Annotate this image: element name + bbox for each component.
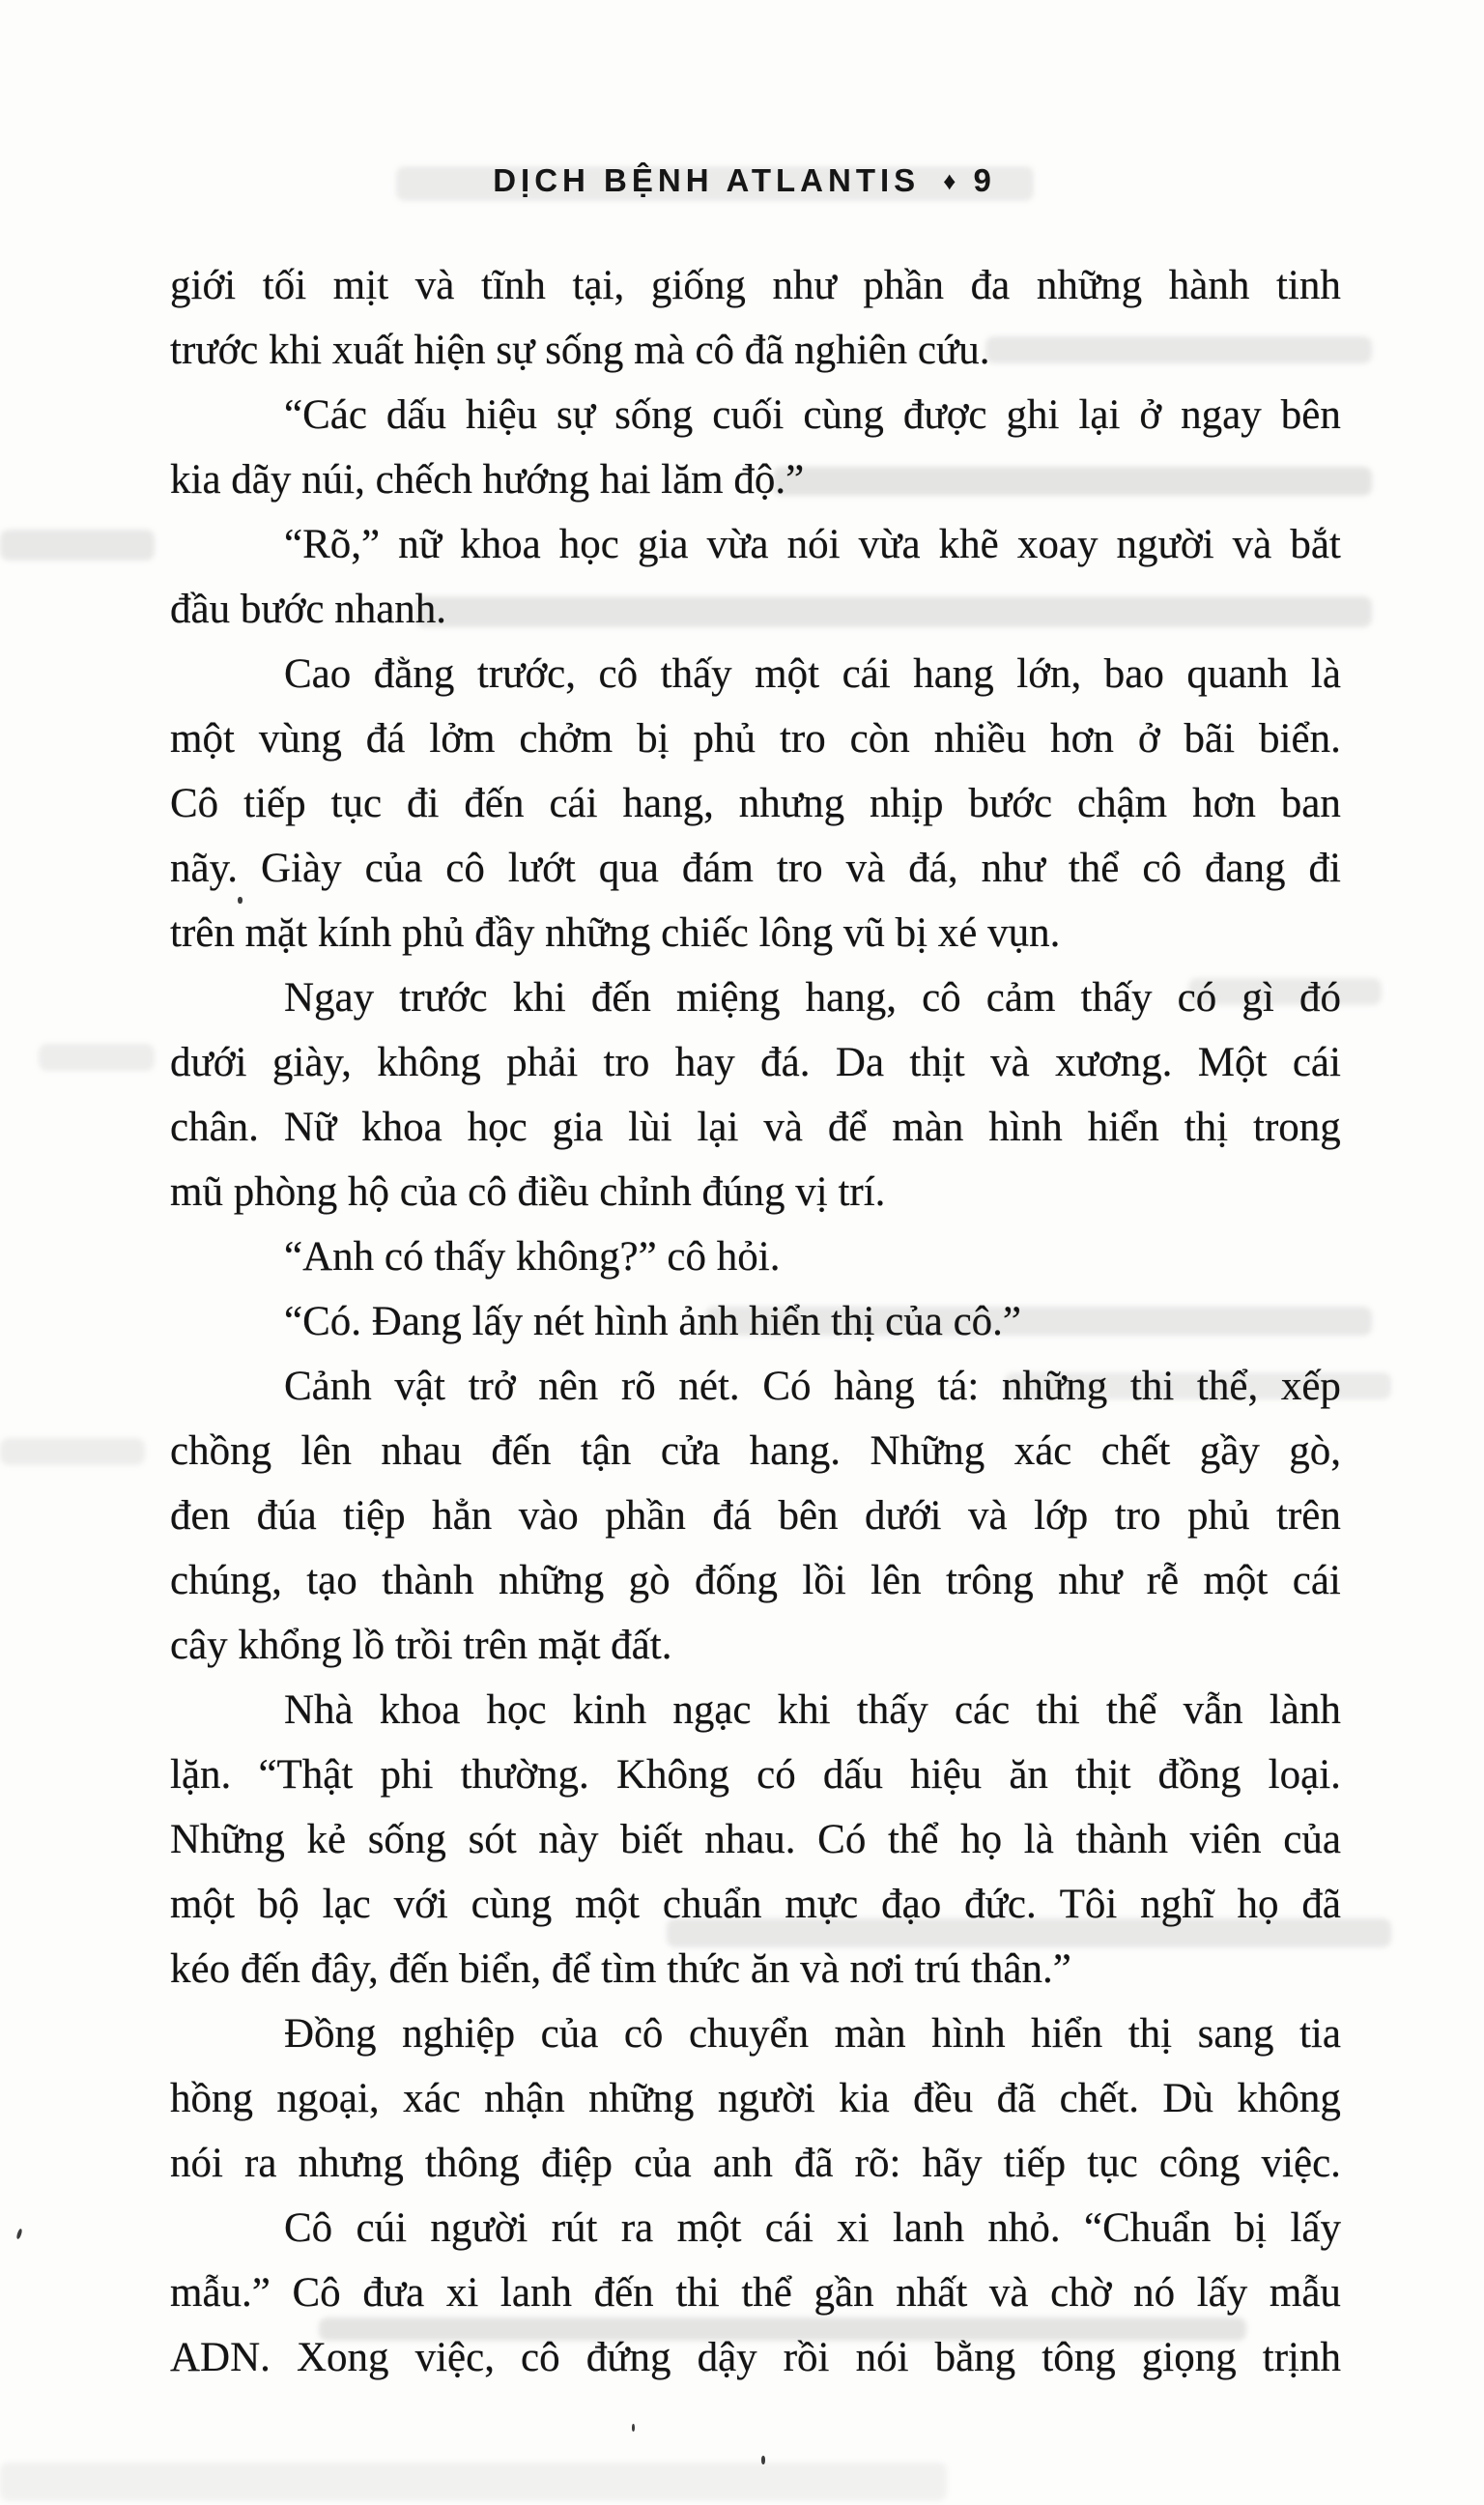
scan-speck (632, 2424, 635, 2432)
page-text-block (170, 253, 1341, 2390)
text-line: hồng ngoại, xác nhận những người kia đều đã chết. Dù không (170, 2076, 1341, 2121)
text-line: dưới giày, không phải tro hay đá. Da thịt và xương. Một cái (170, 1040, 1341, 1085)
text-line: chúng, tạo thành những gò đống lồi lên trông như rễ một cái (170, 1558, 1341, 1603)
text-line: “Có. Đang lấy nét hình ảnh hiển thị của cô.” (284, 1299, 1022, 1344)
text-line: kia dãy núi, chếch hướng hai lăm độ.” (170, 457, 805, 503)
diamond-separator-icon: ♦ (943, 166, 956, 195)
text-line: nói ra nhưng thông điệp của anh đã rõ: hãy tiếp tục công việc. (170, 2141, 1341, 2186)
running-header (0, 162, 1484, 199)
bleedthrough-smudge (0, 1438, 145, 1465)
bleedthrough-smudge (0, 530, 155, 561)
text-line: Cô tiếp tục đi đến cái hang, nhưng nhịp bước chậm hơn ban (170, 781, 1341, 826)
text-line: mẫu.” Cô đưa xi lanh đến thi thể gần nhất và chờ nó lấy mẫu (170, 2270, 1341, 2316)
text-line: ADN. Xong việc, cô đứng dậy rồi nói bằng tông giọng trịnh (170, 2335, 1341, 2380)
text-line: kéo đến đây, đến biển, để tìm thức ăn và nơi trú thân.” (170, 1946, 1071, 1992)
text-line: đen đúa tiệp hẳn vào phần đá bên dưới và lớp tro phủ trên (170, 1493, 1341, 1539)
text-line: “Các dấu hiệu sự sống cuối cùng được ghi lại ở ngay bên (284, 392, 1341, 438)
page-number: 9 (973, 162, 991, 198)
text-line: trên mặt kính phủ đầy những chiếc lông vũ bị xé vụn. (170, 910, 1061, 956)
text-line: Những kẻ sống sót này biết nhau. Có thể họ là thành viên của (170, 1817, 1341, 1862)
text-line: một bộ lạc với cùng một chuẩn mực đạo đức. Tôi nghĩ họ đã (170, 1882, 1341, 1927)
text-line: mũ phòng hộ của cô điều chỉnh đúng vị trí. (170, 1169, 886, 1215)
text-line: Cô cúi người rút ra một cái xi lanh nhỏ. “Chuẩn bị lấy (284, 2205, 1341, 2251)
bleedthrough-smudge (39, 1044, 155, 1071)
text-line: một vùng đá lởm chởm bị phủ tro còn nhiều hơn ở bãi biển. (170, 716, 1341, 762)
text-line: chân. Nữ khoa học gia lùi lại và để màn hình hiển thị trong (170, 1105, 1341, 1150)
book-title: DỊCH BỆNH ATLANTIS (493, 162, 921, 198)
text-line: chồng lên nhau đến tận cửa hang. Những xác chết gầy gò, (170, 1428, 1341, 1474)
scan-speck (15, 2229, 22, 2240)
text-line: cây khổng lồ trồi trên mặt đất. (170, 1623, 672, 1668)
text-line: Đồng nghiệp của cô chuyển màn hình hiển thị sang tia (284, 2011, 1341, 2057)
scan-speck (761, 2456, 765, 2464)
bleedthrough-smudge (0, 2462, 947, 2501)
text-line: nãy. Giày của cô lướt qua đám tro và đá, như thể cô đang đi (170, 846, 1341, 891)
text-line: trước khi xuất hiện sự sống mà cô đã nghiên cứu. (170, 328, 990, 373)
text-line: Nhà khoa học kinh ngạc khi thấy các thi thể vẫn lành (284, 1687, 1341, 1733)
text-line: “Rõ,” nữ khoa học gia vừa nói vừa khẽ xoay người và bắt (284, 522, 1341, 567)
text-line: Cao đằng trước, cô thấy một cái hang lớn, bao quanh là (284, 651, 1341, 697)
text-line: Cảnh vật trở nên rõ nét. Có hàng tá: những thi thể, xếp (284, 1364, 1341, 1409)
text-line: giới tối mịt và tĩnh tại, giống như phần đa những hành tinh (170, 263, 1341, 308)
text-line: lặn. “Thật phi thường. Không có dấu hiệu ăn thịt đồng loại. (170, 1752, 1341, 1798)
text-line: đầu bước nhanh. (170, 587, 447, 632)
text-line: Ngay trước khi đến miệng hang, cô cảm thấy có gì đó (284, 975, 1341, 1021)
text-line: “Anh có thấy không?” cô hỏi. (284, 1234, 781, 1280)
